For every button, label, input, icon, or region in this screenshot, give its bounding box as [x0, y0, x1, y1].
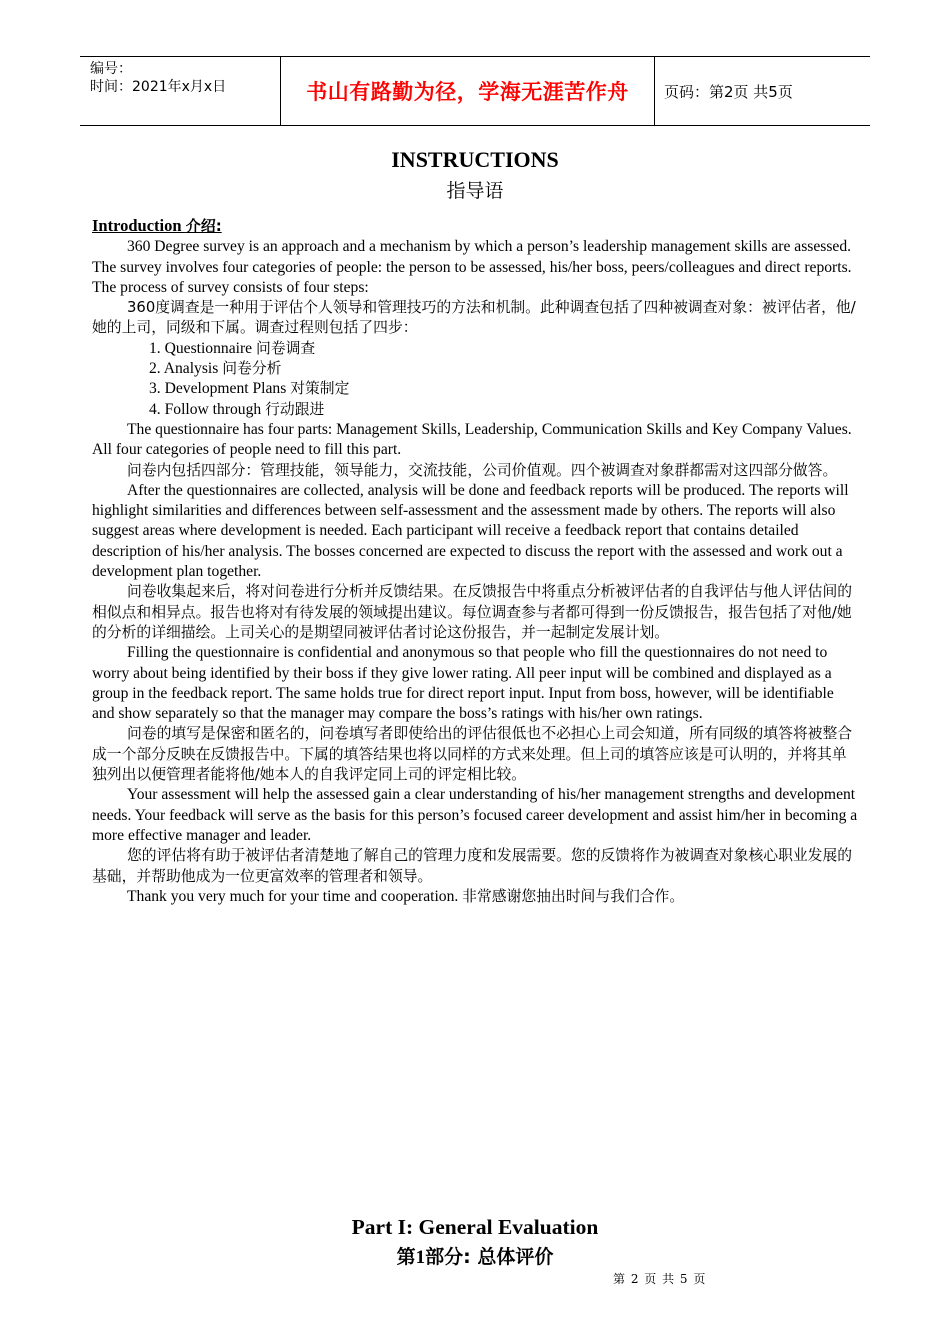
page-footer: 第 2 页 共 5 页 [613, 1272, 707, 1286]
paragraph-2-en: The questionnaire has four parts: Management Skills, Leadership, Communication Skills and Key Company Values. All four categories of people need to fill this part. [92, 420, 852, 459]
paragraph-4-en: Filling the questionnaire is confidential and anonymous so that people who fill the questionnaires do not need to worry about being identified by their boss if they give lower rating. All peer input will be combined and displayed as a group in the feedback report. The same holds true for direct report input. Input from boss, however, will be identifiable and show separately so that the manager may compare the boss’s ratings with his/her own ratings. [92, 644, 834, 723]
thanks-zh: 非常感谢您抽出时间与我们合作。 [462, 887, 685, 905]
paragraph-5-en: Your assessment will help the assessed gain a clear understanding of his/her management strengths and development needs. Your feedback will serve as the basis for this person’s focused career development and assist him/her in becoming a more effective manager and leader. [92, 786, 858, 844]
paragraph-3-en: After the questionnaires are collected, analysis will be done and feedback reports will be produced. The reports will highlight similarities and differences between self-assessment and the assessment made by others. The reports will also suggest areas where development is needed. Each participant will receive a feedback report that contains detailed description of his/her analysis. The bosses concerned are expected to discuss the report with the assessed and work out a development plan together. [92, 481, 849, 581]
paragraph-2-zh: 问卷内包括四部分：管理技能，领导能力，交流技能，公司价值观。四个被调查对象群都需对这四部分做答。 [127, 461, 838, 479]
thanks-en: Thank you very much for your time and cooperation. [127, 887, 463, 905]
section-heading [92, 216, 858, 236]
list-item: 1. Questionnaire 问卷调查 [149, 339, 316, 357]
list-item: 2. Analysis 问卷分析 [149, 360, 282, 378]
time-label: 时间：2021年x月x日 [90, 79, 227, 95]
part-title: Part I: General Evaluation [351, 1215, 599, 1239]
header-meta [80, 57, 281, 125]
paragraph-4-zh: 问卷的填写是保密和匿名的，问卷填写者即使给出的评估很低也不必担心上司会知道，所有同级的填答将被整合成一个部分反映在反馈报告中。下属的填答结果也将以同样的方式来处理。但上司的填答应该是可认明的，并将其单独列出以便管理者能将他/她本人的自我评定同上司的评定相比较。 [92, 725, 853, 784]
section-heading-zh: 介绍: [185, 217, 222, 235]
header-table [80, 56, 870, 126]
paragraph-1-zh: 360度调查是一种用于评估个人领导和管理技巧的方法和机制。此种调查包括了四种被调查对象：被评估者，他/她的上司，同级和下属。调查过程则包括了四步： [92, 299, 856, 337]
doc-title: INSTRUCTIONS [391, 147, 559, 172]
paragraph-5-zh: 您的评估将有助于被评估者清楚地了解自己的管理力度和发展需要。您的反馈将作为被调查对象核心职业发展的基础，并帮助他成为一位更富效率的管理者和领导。 [92, 847, 853, 885]
intro-section [92, 216, 858, 907]
list-item: 3. Development Plans 对策制定 [149, 380, 350, 398]
steps-list [92, 339, 858, 420]
number-label: 编号： [90, 61, 132, 77]
thanks-line [92, 887, 858, 907]
list-item: 4. Follow through 行动跟进 [149, 400, 325, 418]
paragraph-3-zh: 问卷收集起来后，将对问卷进行分析并反馈结果。在反馈报告中将重点分析被评估者的自我评估与他人评估间的相似点和相异点。报告也将对有待发展的领域提出建议。每位调查参与者都可得到一份反馈报告，报告包括了对他/她的分析的详细描绘。上司关心的是期望同被评估者讨论这份报告，并一起制定发展计划。 [92, 583, 853, 641]
header-motto: 书山有路勤为径，学海无涯苦作舟 [281, 57, 655, 125]
part-title-zh: 第1部分: 总体评价 [396, 1246, 554, 1268]
doc-title-zh: 指导语 [446, 180, 504, 202]
section-heading-en: Introduction [92, 216, 186, 235]
paragraph-1-en: 360 Degree survey is an approach and a mechanism by which a person’s leadership management skills are assessed. The survey involves four categories of people: the person to be assessed, his/her boss, peers/colleagues and direct reports. The process of survey consists of four steps: [92, 238, 852, 296]
header-page-info: 页码：第2页 共5页 [664, 82, 793, 101]
